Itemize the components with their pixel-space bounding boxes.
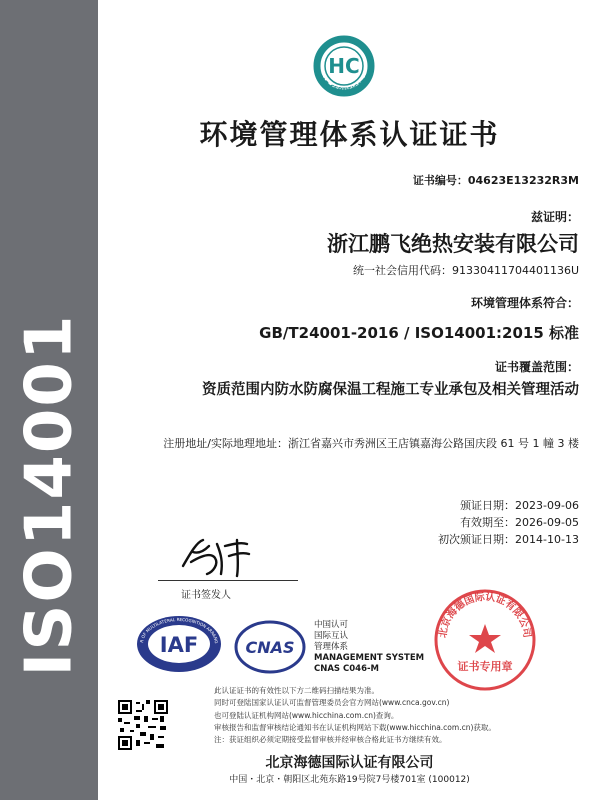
svg-text:CNAS: CNAS (245, 638, 295, 657)
svg-text:IAF: IAF (159, 633, 199, 657)
issue-date: 颁证日期：2023-09-06 (460, 499, 579, 512)
issuer-name: 北京海德国际认证有限公司 (265, 755, 434, 771)
vertical-standard-text: ISO14001 (12, 313, 86, 677)
hc-logo-icon (305, 30, 383, 108)
dates-block (438, 497, 579, 548)
sidebar (0, 0, 98, 800)
svg-text:北京海德国际认证有限公司: 北京海德国际认证有限公司 (437, 591, 533, 639)
address-label: 注册地址/实际地理地址： (163, 437, 289, 450)
company-seal-icon (433, 588, 537, 692)
issuer-address: 中国・北京・朝阳区北苑东路19号院7号楼701室 (100012) (229, 775, 470, 785)
svg-text:HEAD CERTIFICATION: HEAD CERTIFICATION (313, 68, 375, 95)
address-block (159, 434, 579, 453)
certificate-body (98, 0, 601, 800)
notes-block: 此认证证书的有效性以下方二维码扫描结果为准。 同时可登陆国家认证认可监督管理委员会官方网站(www.cnca.gov.cn) 也可登陆认证机构网站(www.hicchina.com.cn)查询。 审核报告和监督审核结论通知书在认证机构网站下载(www.hicchina.com.cn)获取。 注：获证组织必须定期接受监督审核并经审核合格此证书方继续有效。 (214, 686, 496, 745)
cnas-text: 中国认可 国际互认 管理体系 MANAGEMENT SYSTEM CNAS C046-M (314, 620, 425, 674)
iaf-logo-icon (135, 614, 223, 674)
company-name: 浙江鹏飞绝热安装有限公司 (327, 232, 579, 256)
qr-code-icon (118, 700, 168, 750)
scope-text: 资质范围内防水防腐保温工程施工专业承包及相关管理活动 (202, 382, 579, 398)
valid-date: 有效期至：2026-09-05 (460, 516, 579, 529)
hereby-label: 兹证明： (530, 210, 579, 224)
credit-code: 统一社会信用代码：91330411704401136U (352, 264, 579, 277)
scope-label: 证书覆盖范围： (494, 360, 579, 374)
signature-line (158, 580, 298, 581)
svg-text:MEMBER OF MULTILATERAL RECOGNI: R OF MULTILATERAL RECOGNITION ARRANG (139, 616, 220, 644)
signature-label: 证书签发人 (181, 590, 231, 601)
signature-icon (163, 532, 263, 580)
conforms-label: 环境管理体系符合： (470, 296, 579, 310)
standard-text: GB/T24001-2016 / ISO14001:2015 标准 (259, 324, 579, 342)
svg-text:证书专用章: 证书专用章 (457, 660, 513, 673)
svg-text:HC: HC (328, 54, 360, 78)
certificate-title: 环境管理体系认证证书 (199, 118, 500, 151)
address-text: 浙江省嘉兴市秀洲区王店镇嘉海公路国庆段 61 号 1 幢 3 楼 (288, 437, 579, 450)
certificate-number: 证书编号：04623E13232R3M (412, 174, 579, 187)
first-issue-date: 初次颁证日期：2014-10-13 (438, 533, 579, 546)
cnas-logo-icon (234, 620, 306, 674)
